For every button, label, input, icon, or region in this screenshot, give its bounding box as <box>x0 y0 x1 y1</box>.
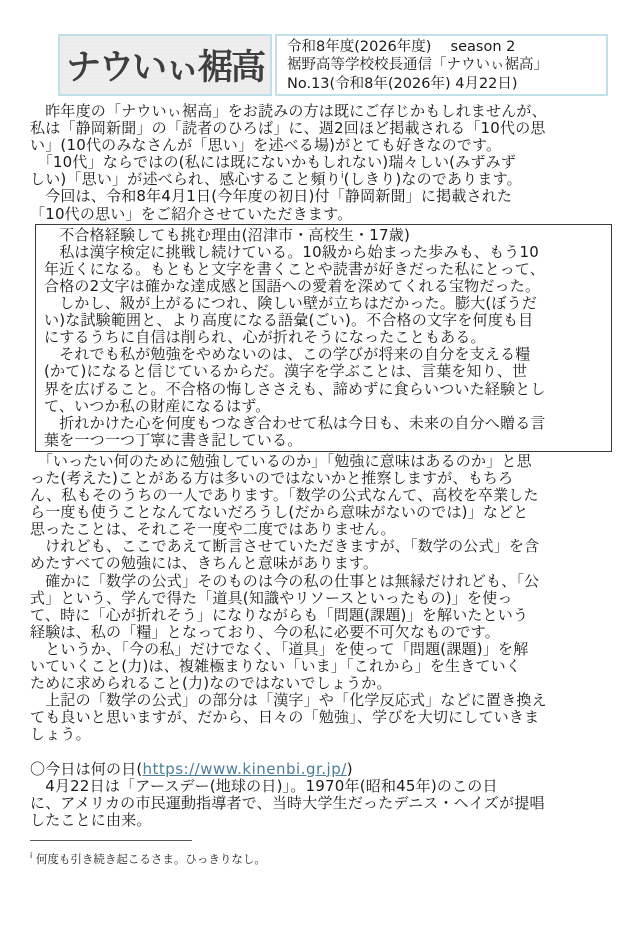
ref-line-after: (しきり)なのであります。 <box>343 170 522 189</box>
header-info-line-year: 令和8年度(2026年度) season 2 <box>287 38 516 55</box>
today-paragraph <box>30 778 612 829</box>
footnote-text: 何度も引き続き起こるさま。ひっきりなし。 <box>35 851 266 866</box>
text-line: ても良いと思いますが、だから、日々の「勉強」、学びを大切にしていきま <box>30 708 540 727</box>
newsletter-logo <box>58 34 272 96</box>
header-info-line-issue: No.13(令和8年(2026年) 4月22日) <box>287 75 518 92</box>
text-line: 「10代の思い」をご紹介させていただきます。 <box>30 204 353 223</box>
text-line: にするうちに自信は削られ、心が折れそうになったこともある。 <box>44 328 486 347</box>
intro-paragraphs <box>30 103 612 171</box>
text-line: したことに由来。 <box>30 810 152 829</box>
footnote <box>30 848 610 867</box>
text-line: 私は漢字検定に挑戦し続けている。10級から始まった歩みも、もう10 <box>44 242 539 261</box>
logo-text: ナウいぃ裾高 <box>65 48 264 88</box>
text-line: それでも私が勉強をやめないのは、この学びが将来の自分を支える糧 <box>44 345 531 364</box>
text-line: 葉を一つ一つ丁寧に書き記している。 <box>44 430 303 449</box>
text-line: 「いったい何のために勉強しているのか」「勉強に意味はあるのか」と思 <box>30 451 532 470</box>
blank-line <box>30 743 612 760</box>
newspaper-quote-box <box>35 224 612 452</box>
newsletter-header <box>58 34 608 96</box>
text-line: 折れかけた心を何度もつなぎ合わせて私は今日も、未来の自分へ贈る言 <box>44 413 546 432</box>
text-line: 式」という、学んで得た「道具(知識やリソースといったもの)」を使っ <box>30 588 513 607</box>
text-line: 確かに「数学の公式」そのものは今の私の仕事とは無縁だけれども、「公 <box>30 571 540 590</box>
text-line: 上記の「数学の公式」の部分は「漢字」や「化学反応式」などに置き換え <box>30 691 547 710</box>
text-line: (かて)になると信じているからだ。漢字を学ぶことは、言葉を知り、世 <box>44 362 528 381</box>
text-line: 年近くになる。もともと文字を書くことや読書が好きだった私にとって、 <box>44 259 546 278</box>
text-line-with-footnote-ref <box>30 171 612 188</box>
text-line: 今回は、令和8年4月1日(今年度の初日)付「静岡新聞」に掲載された <box>30 187 513 206</box>
text-line: 思ったことは、それこそ一度や二度ではありません。 <box>30 520 396 539</box>
text-line: 不合格経験しても挑む理由(沼津市・高校生・17歳) <box>44 225 410 244</box>
text-line: 「10代」ならではの(私には既にないかもしれない)瑞々しい(みずみず <box>30 153 516 172</box>
header-info-box <box>275 34 608 96</box>
text-line: ん、私もそのうちの一人であります。「数学の公式なんて、高校を卒業した <box>30 486 539 505</box>
text-line: 4月22日は「アースデー(地球の日)」。1970年(昭和45年)のこの日 <box>30 776 498 795</box>
newsletter-body <box>30 103 612 829</box>
today-heading-line <box>30 761 612 778</box>
text-line: 昨年度の「ナウいぃ裾高」をお読みの方は既にご存じかもしれませんが、 <box>30 102 547 120</box>
text-line: ら一度も使うことなんてないだろうし(だから意味がないのでは)」などと <box>30 503 529 522</box>
text-line: 合格の2文字は確かな達成感と国語への愛着を深めてくれる宝物だった。 <box>44 276 541 295</box>
footnote-marker: i <box>30 850 33 860</box>
text-line: った(考えた)ことがある方は多いのではないかと推察しますが、もちろ <box>30 468 514 487</box>
text-line: て、時に「心が折れそう」になりながらも「問題(課題)」を解いたという <box>30 605 529 624</box>
footnote-ref-marker: i <box>340 171 344 182</box>
newsletter-page <box>0 34 640 939</box>
text-line: 経験は、私の「糧」となっており、今の私に必要不可欠なものです。 <box>30 622 501 641</box>
text-line: めたすべての勉強には、きちんと意味があります。 <box>30 554 379 573</box>
commentary-paragraphs <box>30 453 612 744</box>
text-line: というか、「今の私」だけでなく、「道具」を使って「問題(課題)」を解 <box>30 639 529 658</box>
today-heading-suffix: ) <box>346 759 353 778</box>
text-line: て、いつか私の財産になるはず。 <box>44 396 271 415</box>
intro-paragraphs-continued <box>30 188 612 222</box>
text-line: しょう。 <box>30 725 91 744</box>
text-line: い)な試験範囲と、より高度になる語彙(ごい)。不合格の文字を何度も目 <box>44 311 534 330</box>
text-line: に、アメリカの市民運動指導者で、当時大学生だったデニス・ヘイズが提唱 <box>30 793 545 812</box>
text-line: いていくこと(力)は、複雑極まりない「いま」「これから」を生きていく <box>30 657 522 675</box>
footnote-separator <box>30 840 192 841</box>
text-line: けれども、ここであえて断言させていただきますが、「数学の公式」を含 <box>30 537 540 556</box>
today-heading-prefix: 〇今日は何の日( <box>30 759 143 778</box>
text-line: 界を広げること。不合格の悔しささえも、諦めずに食らいついた経験とし <box>44 379 546 398</box>
text-line: ために求められること(力)なのではないでしょうか。 <box>30 674 392 693</box>
header-info-line-title: 裾野高等学校校長通信「ナウいぃ裾高」 <box>287 57 548 74</box>
text-line: しかし、級が上がるにつれ、険しい壁が立ちはだかった。膨大(ぼうだ <box>44 294 538 313</box>
text-line: 私は「静岡新聞」の「読者のひろば」に、週2回ほど掲載される「10代の思 <box>30 119 546 138</box>
ref-line-before: しい)「思い」が述べられ、感心すること頻り <box>30 170 341 189</box>
text-line: い」(10代のみなさんが「思い」を述べる場)がとても好きなのです。 <box>30 136 502 155</box>
kinenbi-link[interactable]: https://www.kinenbi.gr.jp/ <box>142 759 347 778</box>
